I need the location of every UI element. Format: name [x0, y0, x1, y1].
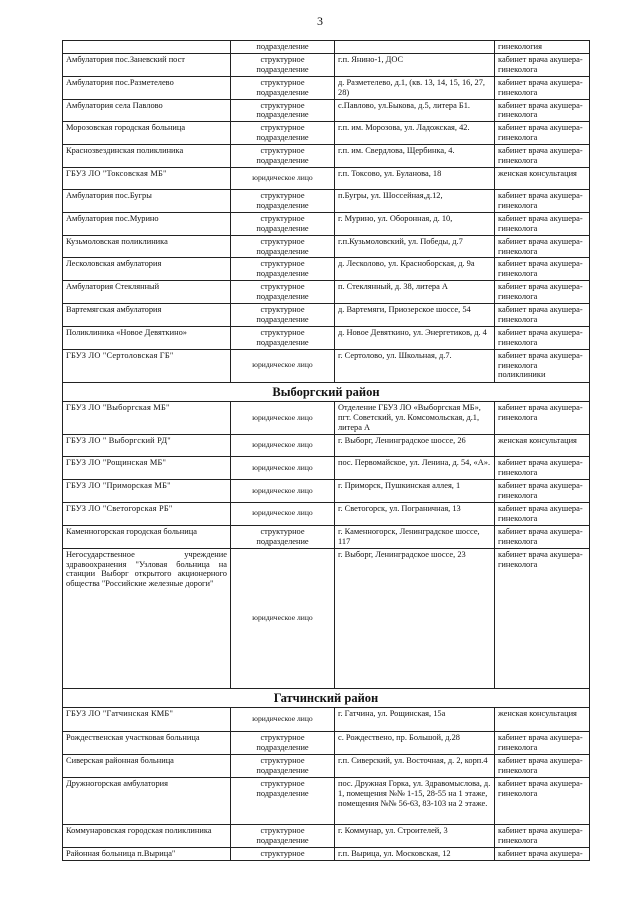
facility-name-cell: Рождественская участковая больница [63, 732, 231, 755]
table-row [63, 304, 590, 327]
facility-name-cell: Амбулатория Стеклянный [63, 281, 231, 304]
facility-service-cell: кабинет врача акушера-гинеколога [495, 525, 590, 548]
facility-type-cell: структурное подразделение [231, 76, 335, 99]
facility-address-cell: д. Новое Девяткино, ул. Энергетиков, д. 4 [335, 326, 495, 349]
facility-type-cell: структурное подразделение [231, 825, 335, 848]
facility-type-cell: структурное подразделение [231, 326, 335, 349]
facility-name-cell: ГБУЗ ЛО "Гатчинская КМБ" [63, 708, 231, 732]
facility-address-cell: г. Выборг, Ленинградское шоссе, 26 [335, 435, 495, 457]
table-row [63, 258, 590, 281]
table-row [63, 145, 590, 168]
table-row [63, 457, 590, 480]
facility-type-cell: юридическое лицо [231, 503, 335, 526]
facility-name-cell: ГБУЗ ЛО "Приморская МБ" [63, 480, 231, 503]
facility-type-cell: структурное подразделение [231, 189, 335, 212]
facility-type-cell: структурное подразделение [231, 281, 335, 304]
facility-address-cell: д. Вартемяги, Приозерское шоссе, 54 [335, 304, 495, 327]
facility-service-cell: кабинет врача акушера-гинеколога [495, 402, 590, 435]
facility-type-cell: структурное подразделение [231, 99, 335, 122]
table-row [63, 53, 590, 76]
facilities-table [62, 40, 590, 861]
table-row [63, 76, 590, 99]
facility-service-cell: гинекология [495, 41, 590, 54]
facility-address-cell: с. Рождествено, пр. Большой, д.28 [335, 732, 495, 755]
facility-type-cell: структурное подразделение [231, 53, 335, 76]
district-title: Выборгский район [63, 382, 590, 402]
facility-type-cell: структурное подразделение [231, 304, 335, 327]
facility-service-cell: кабинет врача акушера-гинеколога [495, 53, 590, 76]
facility-type-cell: структурное подразделение [231, 732, 335, 755]
facility-type-cell: юридическое лицо [231, 435, 335, 457]
facility-address-cell: г.п. им. Свердлова, Щербинка, 4. [335, 145, 495, 168]
facility-address-cell: г.п. Сиверский, ул. Восточная, д. 2, корп.4 [335, 755, 495, 778]
facility-name-cell: Негосударственное учреждение здравоохранения "Узловая больница на станции Выборг открытого акционерного общества "Российские железные дороги" [63, 548, 231, 688]
table-row [63, 235, 590, 258]
facility-name-cell: Коммунаровская городская поликлиника [63, 825, 231, 848]
facility-name-cell [63, 41, 231, 54]
facility-address-cell: г. Приморск, Пушкинская аллея, 1 [335, 480, 495, 503]
facility-service-cell: кабинет врача акушера- [495, 847, 590, 860]
facility-name-cell: Кузьмоловская поликлиника [63, 235, 231, 258]
table-row [63, 122, 590, 145]
table-row [63, 189, 590, 212]
table-row [63, 503, 590, 526]
facility-type-cell: юридическое лицо [231, 480, 335, 503]
facility-type-cell: структурное подразделение [231, 122, 335, 145]
facility-name-cell: Морозовская городская больница [63, 122, 231, 145]
facility-service-cell: кабинет врача акушера-гинеколога [495, 145, 590, 168]
facility-name-cell: Сиверская районная больница [63, 755, 231, 778]
facility-name-cell: ГБУЗ ЛО "Светогорская РБ" [63, 503, 231, 526]
table-row [63, 402, 590, 435]
facility-service-cell: женская консультация [495, 708, 590, 732]
facility-address-cell: п.Бугры, ул. Шоссейная,д.12, [335, 189, 495, 212]
facility-service-cell: женская консультация [495, 435, 590, 457]
district-title: Гатчинский район [63, 688, 590, 708]
facility-name-cell: Дружногорская амбулатория [63, 778, 231, 825]
facility-name-cell: ГБУЗ ЛО "Сертоловская ГБ" [63, 349, 231, 382]
facility-name-cell: Амбулатория пос.Разметелево [63, 76, 231, 99]
facility-name-cell: Амбулатория пос.Бугры [63, 189, 231, 212]
table-row [63, 212, 590, 235]
facility-name-cell: ГБУЗ ЛО "Токсовская МБ" [63, 167, 231, 189]
facility-name-cell: Каменногорская городская больница [63, 525, 231, 548]
facility-service-cell: кабинет врача акушера-гинеколога [495, 732, 590, 755]
facility-name-cell: Вартемягская амбулатория [63, 304, 231, 327]
facility-type-cell: юридическое лицо [231, 167, 335, 189]
facility-address-cell: г. Мурино, ул. Оборонная, д. 10, [335, 212, 495, 235]
facility-service-cell: кабинет врача акушера-гинеколога поликлиники [495, 349, 590, 382]
facility-address-cell: г. Светогорск, ул. Пограничная, 13 [335, 503, 495, 526]
table-row [63, 281, 590, 304]
facility-service-cell: кабинет врача акушера-гинеколога [495, 503, 590, 526]
facility-address-cell: г.п. Токсово, ул. Буланова, 18 [335, 167, 495, 189]
table-row [63, 778, 590, 825]
facility-name-cell: ГБУЗ ЛО "Выборгская МБ" [63, 402, 231, 435]
facility-address-cell [335, 41, 495, 54]
page-number: 3 [317, 14, 323, 28]
facility-type-cell: структурное подразделение [231, 212, 335, 235]
facility-address-cell: г.п. Янино-1, ДОС [335, 53, 495, 76]
facility-name-cell: ГБУЗ ЛО "Рощинская МБ" [63, 457, 231, 480]
facility-address-cell: г. Выборг, Ленинградское шоссе, 23 [335, 548, 495, 688]
facility-address-cell: п. Стеклянный, д. 38, литера А [335, 281, 495, 304]
table-row [63, 435, 590, 457]
facility-service-cell: кабинет врача акушера-гинеколога [495, 825, 590, 848]
facility-type-cell: юридическое лицо [231, 548, 335, 688]
facility-address-cell: пос. Дружная Горка, ул. Здравомыслова, д. 1, помещения №№ 1-15, 28-55 на 1 этаже, помещения №№ 56-63, 83-103 на 2 этаже. [335, 778, 495, 825]
facility-type-cell: юридическое лицо [231, 708, 335, 732]
facility-service-cell: кабинет врача акушера-гинеколога [495, 212, 590, 235]
facility-type-cell: подразделение [231, 41, 335, 54]
facility-service-cell: кабинет врача акушера-гинеколога [495, 457, 590, 480]
facility-type-cell: юридическое лицо [231, 457, 335, 480]
table-row [63, 847, 590, 860]
table-row [63, 548, 590, 688]
facility-service-cell: кабинет врача акушера-гинеколога [495, 99, 590, 122]
table-row [63, 480, 590, 503]
facility-service-cell: кабинет врача акушера-гинеколога [495, 189, 590, 212]
facility-name-cell: Амбулатория пос.Мурино [63, 212, 231, 235]
facility-service-cell: кабинет врача акушера-гинеколога [495, 778, 590, 825]
facility-address-cell: д. Лесколово, ул. Красноборская, д. 9а [335, 258, 495, 281]
table-row [63, 755, 590, 778]
facility-service-cell: кабинет врача акушера-гинеколога [495, 281, 590, 304]
facility-address-cell: г. Гатчина, ул. Рощинская, 15а [335, 708, 495, 732]
facility-type-cell: структурное [231, 847, 335, 860]
facility-service-cell: кабинет врача акушера-гинеколога [495, 76, 590, 99]
facility-name-cell: Амбулатория села Павлово [63, 99, 231, 122]
facility-type-cell: структурное подразделение [231, 778, 335, 825]
facility-type-cell: структурное подразделение [231, 258, 335, 281]
facility-address-cell: г.п. им. Морозова, ул. Ладожская, 42. [335, 122, 495, 145]
facility-address-cell: г.п. Вырица, ул. Московская, 12 [335, 847, 495, 860]
facility-service-cell: кабинет врача акушера-гинеколога [495, 122, 590, 145]
facility-service-cell: кабинет врача акушера-гинеколога [495, 480, 590, 503]
facility-service-cell: кабинет врача акушера-гинеколога [495, 304, 590, 327]
facility-address-cell: пос. Первомайское, ул. Ленина, д. 54, «А». [335, 457, 495, 480]
facility-service-cell: кабинет врача акушера-гинеколога [495, 326, 590, 349]
facility-type-cell: структурное подразделение [231, 145, 335, 168]
facility-name-cell: Поликлиника «Новое Девяткино» [63, 326, 231, 349]
facility-service-cell: кабинет врача акушера-гинеколога [495, 258, 590, 281]
facility-service-cell: кабинет врача акушера-гинеколога [495, 755, 590, 778]
facility-address-cell: г. Коммунар, ул. Строителей, 3 [335, 825, 495, 848]
facility-type-cell: структурное подразделение [231, 755, 335, 778]
table-row [63, 349, 590, 382]
table-row [63, 326, 590, 349]
table-row [63, 708, 590, 732]
table-row [63, 41, 590, 54]
facility-type-cell: структурное подразделение [231, 235, 335, 258]
facility-type-cell: юридическое лицо [231, 402, 335, 435]
facility-name-cell: Лесколовская амбулатория [63, 258, 231, 281]
facility-address-cell: Отделение ГБУЗ ЛО «Выборгская МБ», пгт. Советский, ул. Комсомольская, д.1, литера А [335, 402, 495, 435]
facility-address-cell: г.п.Кузьмоловский, ул. Победы, д.7 [335, 235, 495, 258]
facility-service-cell: кабинет врача акушера-гинеколога [495, 548, 590, 688]
facility-address-cell: д. Разметелево, д.1, (кв. 13, 14, 15, 16, 27, 28) [335, 76, 495, 99]
table-row [63, 525, 590, 548]
district-header-row [63, 382, 590, 402]
table-row [63, 167, 590, 189]
district-header-row [63, 688, 590, 708]
facilities-table-body [63, 41, 590, 861]
facility-type-cell: юридическое лицо [231, 349, 335, 382]
table-row [63, 732, 590, 755]
table-row [63, 825, 590, 848]
facility-name-cell: Районная больница п.Вырица" [63, 847, 231, 860]
facility-name-cell: Амбулатория пос.Заневский пост [63, 53, 231, 76]
facility-address-cell: г. Каменногорск, Ленинградское шоссе, 117 [335, 525, 495, 548]
facility-name-cell: ГБУЗ ЛО " Выборгский РД" [63, 435, 231, 457]
facility-service-cell: женская консультация [495, 167, 590, 189]
facility-address-cell: с.Павлово, ул.Быкова, д.5, литера Б1. [335, 99, 495, 122]
facility-service-cell: кабинет врача акушера-гинеколога [495, 235, 590, 258]
facility-type-cell: структурное подразделение [231, 525, 335, 548]
table-row [63, 99, 590, 122]
facility-address-cell: г. Сертолово, ул. Школьная, д.7. [335, 349, 495, 382]
facility-name-cell: Краснозвездинская поликлиника [63, 145, 231, 168]
